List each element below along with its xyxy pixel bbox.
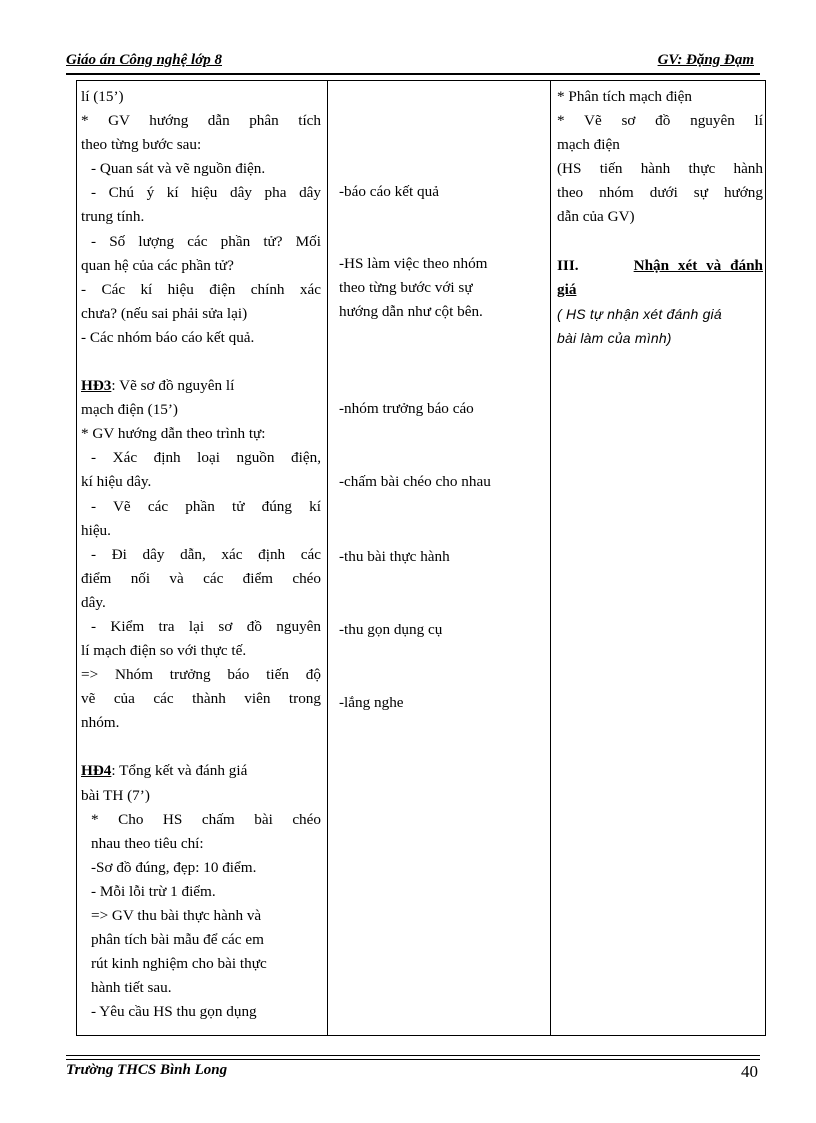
section-heading <box>557 254 763 278</box>
footer-school: Trường THCS Bình Long <box>66 1062 228 1078</box>
page-header <box>66 50 760 72</box>
text-line: mạch điện (15’) <box>81 401 178 419</box>
text-line: lí mạch điện so với thực tế. <box>81 642 247 660</box>
hd3-heading <box>81 374 321 398</box>
hd4-title: : Tổng kết và đánh giá <box>111 762 248 780</box>
spacer <box>557 230 763 254</box>
text-line: * GV hướng dẫn theo trình tự: <box>81 425 266 443</box>
teacher-activity-column <box>81 85 321 1024</box>
text-line: * Cho HS chấm bài chéo <box>91 810 321 828</box>
student-activity-line: hướng dẫn như cột bên. <box>339 303 483 320</box>
section-number: III. <box>557 256 579 274</box>
header-subject: Giáo án Công nghệ lớp 8 <box>66 52 222 68</box>
content-column <box>557 85 763 350</box>
spacer <box>81 350 321 374</box>
text-line: - Các nhóm báo cáo kết quả. <box>81 328 255 346</box>
text-line: lí (15’) <box>81 88 124 105</box>
text-line: phân tích bài mẫu để các em <box>91 931 264 949</box>
student-activity-line: theo từng bước với sự <box>339 279 473 296</box>
text-line: nhau theo tiêu chí: <box>91 834 204 852</box>
hd3-label: HĐ3 <box>81 377 112 395</box>
student-activity-line: -HS làm việc theo nhóm <box>339 255 488 272</box>
student-activity-line: -thu bài thực hành <box>339 548 450 565</box>
hd4-label: HĐ4 <box>81 762 112 780</box>
spacer <box>81 735 321 759</box>
lesson-table <box>76 80 766 1036</box>
text-line: hành tiết sau. <box>91 979 172 997</box>
text-line: chưa? (nếu sai phải sửa lại) <box>81 304 248 322</box>
text-line: * GV hướng dẫn phân tích <box>81 112 321 130</box>
student-activity-line: -lắng nghe <box>339 694 404 711</box>
text-line: - Yêu cầu HS thu gọn dụng <box>91 1003 257 1021</box>
text-line: quan hệ của các phần tử? <box>81 256 234 274</box>
text-line: => GV thu bài thực hành và <box>91 907 262 924</box>
text-line: - Kiểm tra lại sơ đồ nguyên <box>91 617 321 635</box>
text-line: - Xác định loại nguồn điện, <box>91 449 321 467</box>
text-line: vẽ của các thành viên trong <box>81 690 321 708</box>
section-title-cont: giá <box>557 280 577 298</box>
text-line: kí hiệu dây. <box>81 473 152 491</box>
student-activity-line: -chấm bài chéo cho nhau <box>339 473 491 490</box>
column-divider-2 <box>550 81 551 1035</box>
hd4-heading <box>81 759 321 783</box>
header-teacher: GV: Đặng Đạm <box>657 52 754 68</box>
text-line: - Số lượng các phần tử? Mối <box>91 232 321 250</box>
text-line: điểm nối và các điểm chéo <box>81 569 321 587</box>
text-line: bài làm của mình) <box>557 329 672 346</box>
section-title: Nhận xét và đánh <box>633 256 763 274</box>
text-line: - Mỗi lỗi trừ 1 điểm. <box>91 882 216 900</box>
text-line: - Vẽ các phần tử đúng kí <box>91 497 321 515</box>
text-line: theo nhóm dưới sự hướng <box>557 184 763 202</box>
text-line: dẫn của GV) <box>557 208 635 226</box>
column-divider-1 <box>327 81 328 1035</box>
header-rule <box>66 73 760 75</box>
text-line: -Sơ đồ đúng, đẹp: 10 điểm. <box>91 858 257 876</box>
text-line: theo từng bước sau: <box>81 136 202 154</box>
text-line: - Đi dây dẫn, xác định các <box>91 545 321 563</box>
text-line: mạch điện <box>557 136 620 154</box>
text-line: => Nhóm trưởng báo tiến độ <box>81 666 321 684</box>
text-line: - Các kí hiệu điện chính xác <box>81 280 321 298</box>
text-line: * Phân tích mạch điện <box>557 88 692 105</box>
text-line: (HS tiến hành thực hành <box>557 160 763 178</box>
footer-rule <box>66 1059 760 1060</box>
text-line: ( HS tự nhận xét đánh giá <box>557 305 722 322</box>
text-line: * Vẽ sơ đồ nguyên lí <box>557 112 763 130</box>
text-line: nhóm. <box>81 714 120 732</box>
text-line: rút kinh nghiệm cho bài thực <box>91 955 267 973</box>
text-line: - Quan sát và vẽ nguồn điện. <box>91 160 266 178</box>
text-line: trung tính. <box>81 208 145 226</box>
text-line: dây. <box>81 593 106 611</box>
student-activity-line: -báo cáo kết quả <box>339 183 439 200</box>
page-footer <box>66 1062 760 1084</box>
text-line: - Chú ý kí hiệu dây pha dây <box>91 184 321 202</box>
text-line: hiệu. <box>81 521 111 539</box>
text-line: bài TH (7’) <box>81 786 150 804</box>
page-number: 40 <box>741 1062 758 1081</box>
hd3-title: : Vẽ sơ đồ nguyên lí <box>111 377 235 395</box>
student-activity-line: -nhóm trưởng báo cáo <box>339 400 474 417</box>
student-activity-line: -thu gọn dụng cụ <box>339 621 443 638</box>
footer-rule <box>66 1055 760 1056</box>
